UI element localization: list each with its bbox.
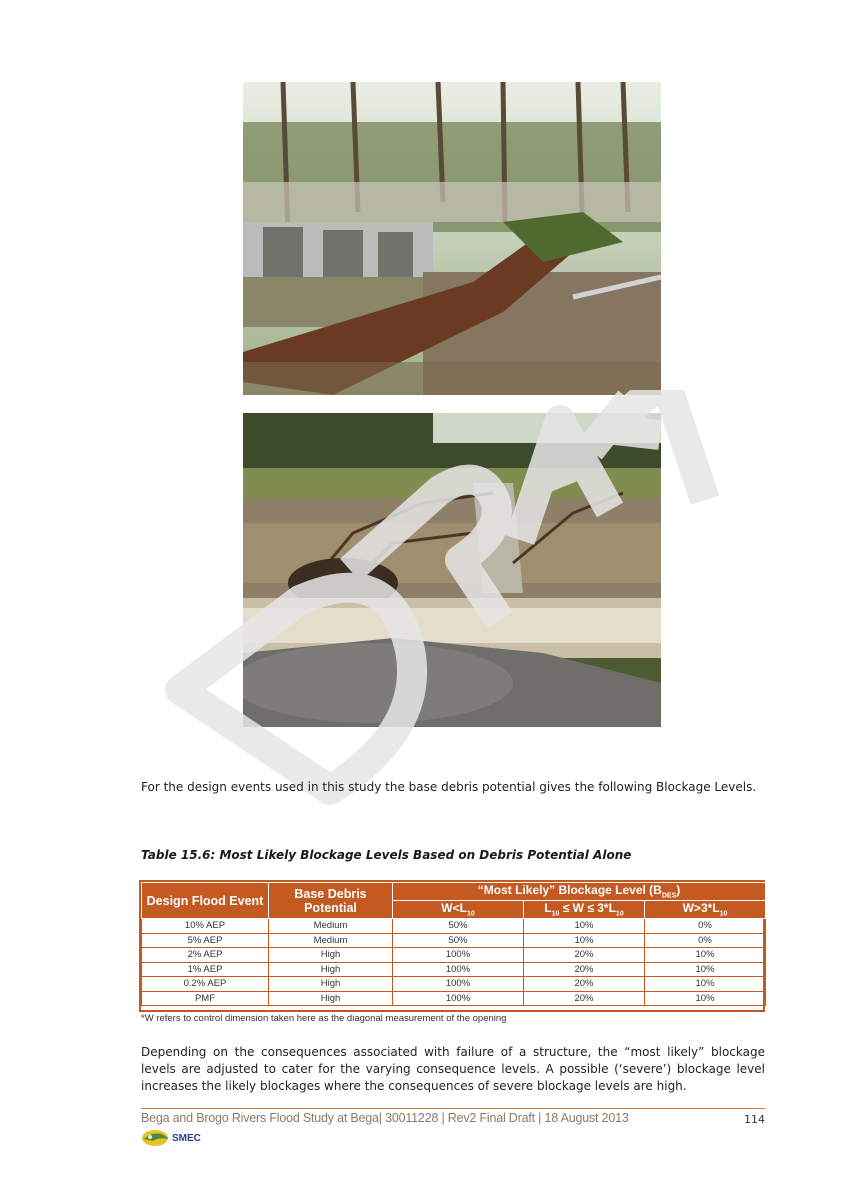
photo-bridge-debris	[243, 82, 661, 395]
cell-potential: High	[269, 977, 393, 992]
cell-event: 5% AEP	[142, 933, 269, 948]
cell-blockage-2: 20%	[524, 948, 645, 963]
header-group-close: )	[676, 883, 681, 898]
sub2-sub-a: 10	[551, 910, 560, 918]
table-caption: Table 15.6: Most Likely Blockage Levels Based on Debris Potential Alone	[141, 848, 632, 862]
table-row	[142, 948, 766, 963]
cell-potential: High	[269, 991, 393, 1006]
consequence-paragraph: Depending on the consequences associated with failure of a structure, the “most likely” blockage levels are adjusted to cater for the varying consequence levels. A possible (‘severe’) blockage level increases the likely blockages where the consequences of severe blockage levels are high.	[141, 1045, 765, 1093]
blockage-table	[141, 882, 766, 1006]
header-w-greater-3l10	[645, 901, 766, 919]
cell-blockage-1: 100%	[393, 948, 524, 963]
intro-paragraph: For the design events used in this study the base debris potential gives the following Blockage Levels.	[141, 780, 757, 794]
table-row	[142, 919, 766, 934]
cell-blockage-3: 10%	[645, 962, 766, 977]
cell-blockage-3: 0%	[645, 919, 766, 934]
header-design-flood-event: Design Flood Event	[142, 883, 269, 919]
smec-logo-text: SMEC	[172, 1132, 201, 1144]
footer-rule	[141, 1108, 765, 1109]
cell-blockage-2: 10%	[524, 919, 645, 934]
photo-flooded-crossing	[243, 413, 661, 727]
cell-blockage-3: 10%	[645, 977, 766, 992]
footer-text: Bega and Brogo Rivers Flood Study at Bega| 30011228 | Rev2 Final Draft | 18 August 2013	[141, 1111, 629, 1125]
sub1-sub: 10	[466, 910, 475, 918]
cell-potential: Medium	[269, 919, 393, 934]
table-footnote: *W refers to control dimension taken here as the diagonal measurement of the opening	[141, 1013, 507, 1024]
header-group-text: “Most Likely” Blockage Level (B	[477, 883, 662, 898]
sub1-main: W<L	[441, 901, 467, 916]
cell-event: 2% AEP	[142, 948, 269, 963]
cell-blockage-2: 20%	[524, 977, 645, 992]
cell-event: PMF	[142, 991, 269, 1006]
cell-potential: High	[269, 948, 393, 963]
cell-blockage-3: 10%	[645, 991, 766, 1006]
sub2-main-a: L	[544, 901, 552, 916]
cell-blockage-1: 100%	[393, 962, 524, 977]
cell-blockage-2: 20%	[524, 962, 645, 977]
cell-event: 0.2% AEP	[142, 977, 269, 992]
header-most-likely-blockage	[393, 883, 766, 901]
cell-potential: Medium	[269, 933, 393, 948]
header-w-between	[524, 901, 645, 919]
header-group-sub: DES	[661, 892, 677, 900]
header-w-less-l10	[393, 901, 524, 919]
cell-event: 1% AEP	[142, 962, 269, 977]
cell-blockage-2: 10%	[524, 933, 645, 948]
smec-logo	[141, 1128, 201, 1148]
sub3-main: W>3*L	[682, 901, 720, 916]
cell-blockage-1: 100%	[393, 977, 524, 992]
cell-blockage-1: 50%	[393, 919, 524, 934]
cell-blockage-3: 10%	[645, 948, 766, 963]
cell-blockage-1: 50%	[393, 933, 524, 948]
table-row	[142, 991, 766, 1006]
sub3-sub: 10	[719, 910, 728, 918]
cell-event: 10% AEP	[142, 919, 269, 934]
sub2-sub-b: 10	[615, 910, 624, 918]
table-row	[142, 933, 766, 948]
cell-potential: High	[269, 962, 393, 977]
table-row	[142, 962, 766, 977]
cell-blockage-1: 100%	[393, 991, 524, 1006]
cell-blockage-3: 0%	[645, 933, 766, 948]
cell-blockage-2: 20%	[524, 991, 645, 1006]
table-row	[142, 977, 766, 992]
page-number: 114	[744, 1113, 765, 1126]
sub2-main-b: ≤ W ≤ 3*L	[559, 901, 616, 916]
header-base-debris-potential: Base Debris Potential	[269, 883, 393, 919]
smec-logo-icon	[141, 1128, 171, 1148]
